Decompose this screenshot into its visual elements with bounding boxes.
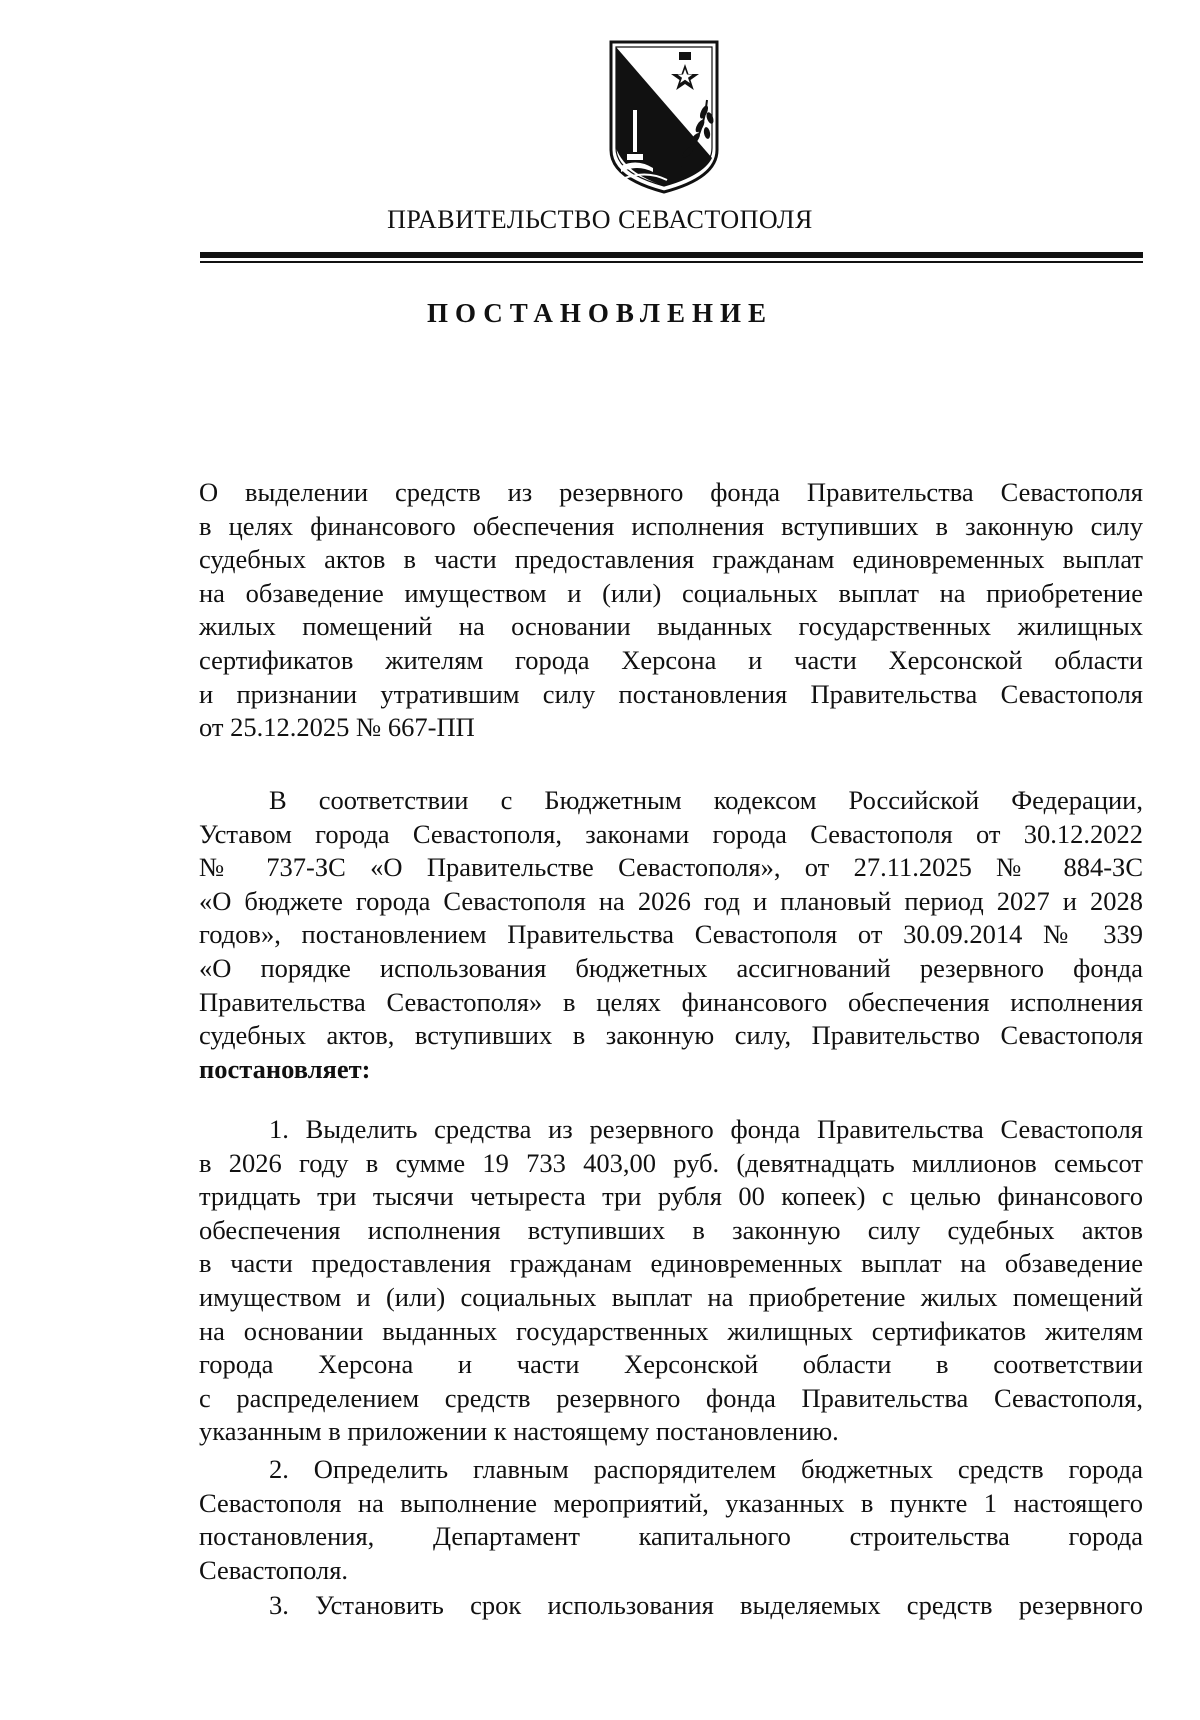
item1-line: с распределением средств резервного фонда Правительства Севастополя, xyxy=(199,1382,1143,1413)
title-line: на обзаведение имуществом и (или) социальных выплат на приобретение xyxy=(199,577,1143,608)
item1-line: на основании выданных государственных жилищных сертификатов жителям xyxy=(199,1315,1143,1346)
preamble xyxy=(199,784,1143,1086)
resolves-word: постановляет: xyxy=(199,1053,371,1084)
item1-line: 1. Выделить средства из резервного фонда Правительства Севастополя xyxy=(269,1114,1143,1144)
title-line: и признании утратившим силу постановления Правительства Севастополя xyxy=(199,678,1143,709)
item3-line: 3. Установить срок использования выделяемых средств резервного xyxy=(269,1590,1143,1620)
title-line: О выделении средств из резервного фонда Правительства Севастополя xyxy=(199,477,1143,507)
header-rule-thick xyxy=(200,252,1143,258)
title-line: от 25.12.2025 № 667-ПП xyxy=(199,712,475,743)
title-line: жилых помещений на основании выданных государственных жилищных xyxy=(199,611,1143,642)
item2-line: 2. Определить главным распорядителем бюджетных средств города xyxy=(269,1454,1143,1484)
document-type: ПОСТАНОВЛЕНИЕ xyxy=(426,298,774,328)
preamble-line: «О бюджете города Севастополя на 2026 год и плановый период 2027 и 2028 xyxy=(199,885,1143,916)
government-name: ПРАВИТЕЛЬСТВО СЕВАСТОПОЛЯ xyxy=(387,205,813,234)
item-2 xyxy=(199,1453,1143,1587)
title-line: в целях финансового обеспечения исполнения вступивших в законную силу xyxy=(199,510,1143,541)
preamble-line: годов», постановлением Правительства Севастополя от 30.09.2014 № 339 xyxy=(199,919,1143,950)
preamble-line: «О порядке использования бюджетных ассигнований резервного фонда xyxy=(199,952,1143,983)
preamble-line: Правительства Севастополя» в целях финансового обеспечения исполнения xyxy=(199,986,1143,1017)
preamble-line: Уставом города Севастополя, законами города Севастополя от 30.12.2022 xyxy=(199,818,1143,849)
item1-line: тридцать три тысячи четыреста три рубля 00 копеек) с целью финансового xyxy=(199,1181,1143,1212)
item2-line: Севастополя на выполнение мероприятий, указанных в пункте 1 настоящего xyxy=(199,1487,1143,1518)
item-1 xyxy=(199,1113,1143,1449)
item1-line: указанным в приложении к настоящему постановлению. xyxy=(199,1416,839,1447)
title-line: сертификатов жителям города Херсона и части Херсонской области xyxy=(199,644,1143,675)
preamble-line: № 737-ЗС «О Правительстве Севастополя», от 27.11.2025 № 884-ЗС xyxy=(199,852,1143,883)
preamble-line: В соответствии с Бюджетным кодексом Российской Федерации, xyxy=(269,785,1143,815)
item2-line: постановления, Департамент капитального строительства города xyxy=(199,1521,1143,1552)
item1-line: в части предоставления гражданам единовременных выплат на обзаведение xyxy=(199,1248,1143,1279)
item1-line: города Херсона и части Херсонской области в соответствии xyxy=(199,1349,1143,1380)
coat-of-arms-icon xyxy=(607,38,721,196)
item1-line: обеспечения исполнения вступивших в законную силу судебных актов xyxy=(199,1214,1143,1245)
header-rule-thin xyxy=(200,261,1143,263)
preamble-line: судебных актов, вступивших в законную силу, Правительство Севастополя xyxy=(199,1020,1143,1051)
resolution-title xyxy=(199,476,1143,745)
item1-line: имуществом и (или) социальных выплат на приобретение жилых помещений xyxy=(199,1281,1143,1312)
item-3 xyxy=(199,1589,1143,1623)
item2-line: Севастополя. xyxy=(199,1554,349,1585)
title-line: судебных актов в части предоставления гражданам единовременных выплат xyxy=(199,544,1143,575)
item1-line: в 2026 году в сумме 19 733 403,00 руб. (девятнадцать миллионов семьсот xyxy=(199,1147,1143,1178)
